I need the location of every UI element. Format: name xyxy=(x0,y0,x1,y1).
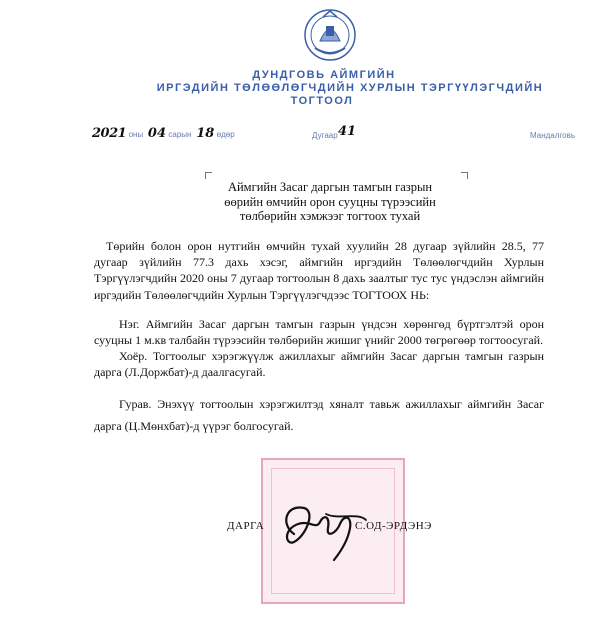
org-name-line2: ИРГЭДИЙН ТӨЛӨӨЛӨГЧДИЙН ХУРЛЫН ТЭРГҮҮЛЭГЧДИЙН xyxy=(156,82,544,94)
number-label: Дугаар xyxy=(312,131,338,140)
date-month-suffix: сарын xyxy=(168,130,192,139)
date-line xyxy=(92,126,235,141)
resolution-item-1: Нэг. Аймгийн Засаг даргын тамгын газрын үндсэн хөрөнгөд бүртгэлтэй орон сууцны 1 м.кв талбайн түрээсийн төлбөрийн жишиг үнийг 2000 төгрөгөөр тогтоосугай. xyxy=(94,317,544,348)
title-line2: өөрийн өмчийн орон сууцны түрээсийн xyxy=(224,194,436,209)
resolution-item-3: Гурав. Энэхүү тогтоолын хэрэгжилтэд хяналт тавьж ажиллахыг аймгийн Засаг дарга (Ц.Мөнхбат)-д үүрэг болгосугай. xyxy=(94,397,544,433)
state-emblem-icon xyxy=(301,8,359,62)
preamble-paragraph: Төрийн болон орон нутгийн өмчийн тухай хуулийн 28 дугаар зүйлийн 28.5, 77 дугаар зүйлийн 77.3 дахь хэсэг, аймгийн иргэдийн Төлөөлөгчдийн Хурлын Тэргүүлэгчдийн 2020 оны 7 дугаар тогтоолын 8 дахь заалтыг тус тус үндэслэн аймгийн иргэдийн Төлөөлөгчдийн Хурлын Тэргүүлэгчдээс ТОГТООХ НЬ: xyxy=(94,239,544,302)
date-year: 2021 xyxy=(92,126,127,141)
signatory-title: ДАРГА xyxy=(227,520,265,532)
date-day: 18 xyxy=(196,126,215,141)
resolution-title xyxy=(150,180,510,224)
org-name-line1: ДУНДГОВЬ АЙМГИЙН xyxy=(252,69,396,81)
date-year-suffix: оны xyxy=(128,130,144,139)
title-corner-left xyxy=(205,172,212,179)
date-month: 04 xyxy=(147,126,167,141)
title-line1: Аймгийн Засаг даргын тамгын газрын xyxy=(227,180,433,194)
title-corner-right xyxy=(461,172,468,179)
title-line3: төлбөрийн хэмжээг тогтоох тухай xyxy=(239,209,421,223)
signatory-name: С.ОД-ЭРДЭНЭ xyxy=(355,520,432,532)
date-day-suffix: өдөр xyxy=(216,130,235,139)
document-number: 41 xyxy=(338,124,357,139)
document-type: ТОГТООЛ xyxy=(290,95,354,107)
place-name: Мандалговь xyxy=(530,131,576,140)
resolution-item-2: Хоёр. Тогтоолыг хэрэгжүүлж ажиллахыг аймгийн Засаг даргын тамгын газрын дарга (Л.Доржбат)-д даалгасугай. xyxy=(94,349,544,380)
